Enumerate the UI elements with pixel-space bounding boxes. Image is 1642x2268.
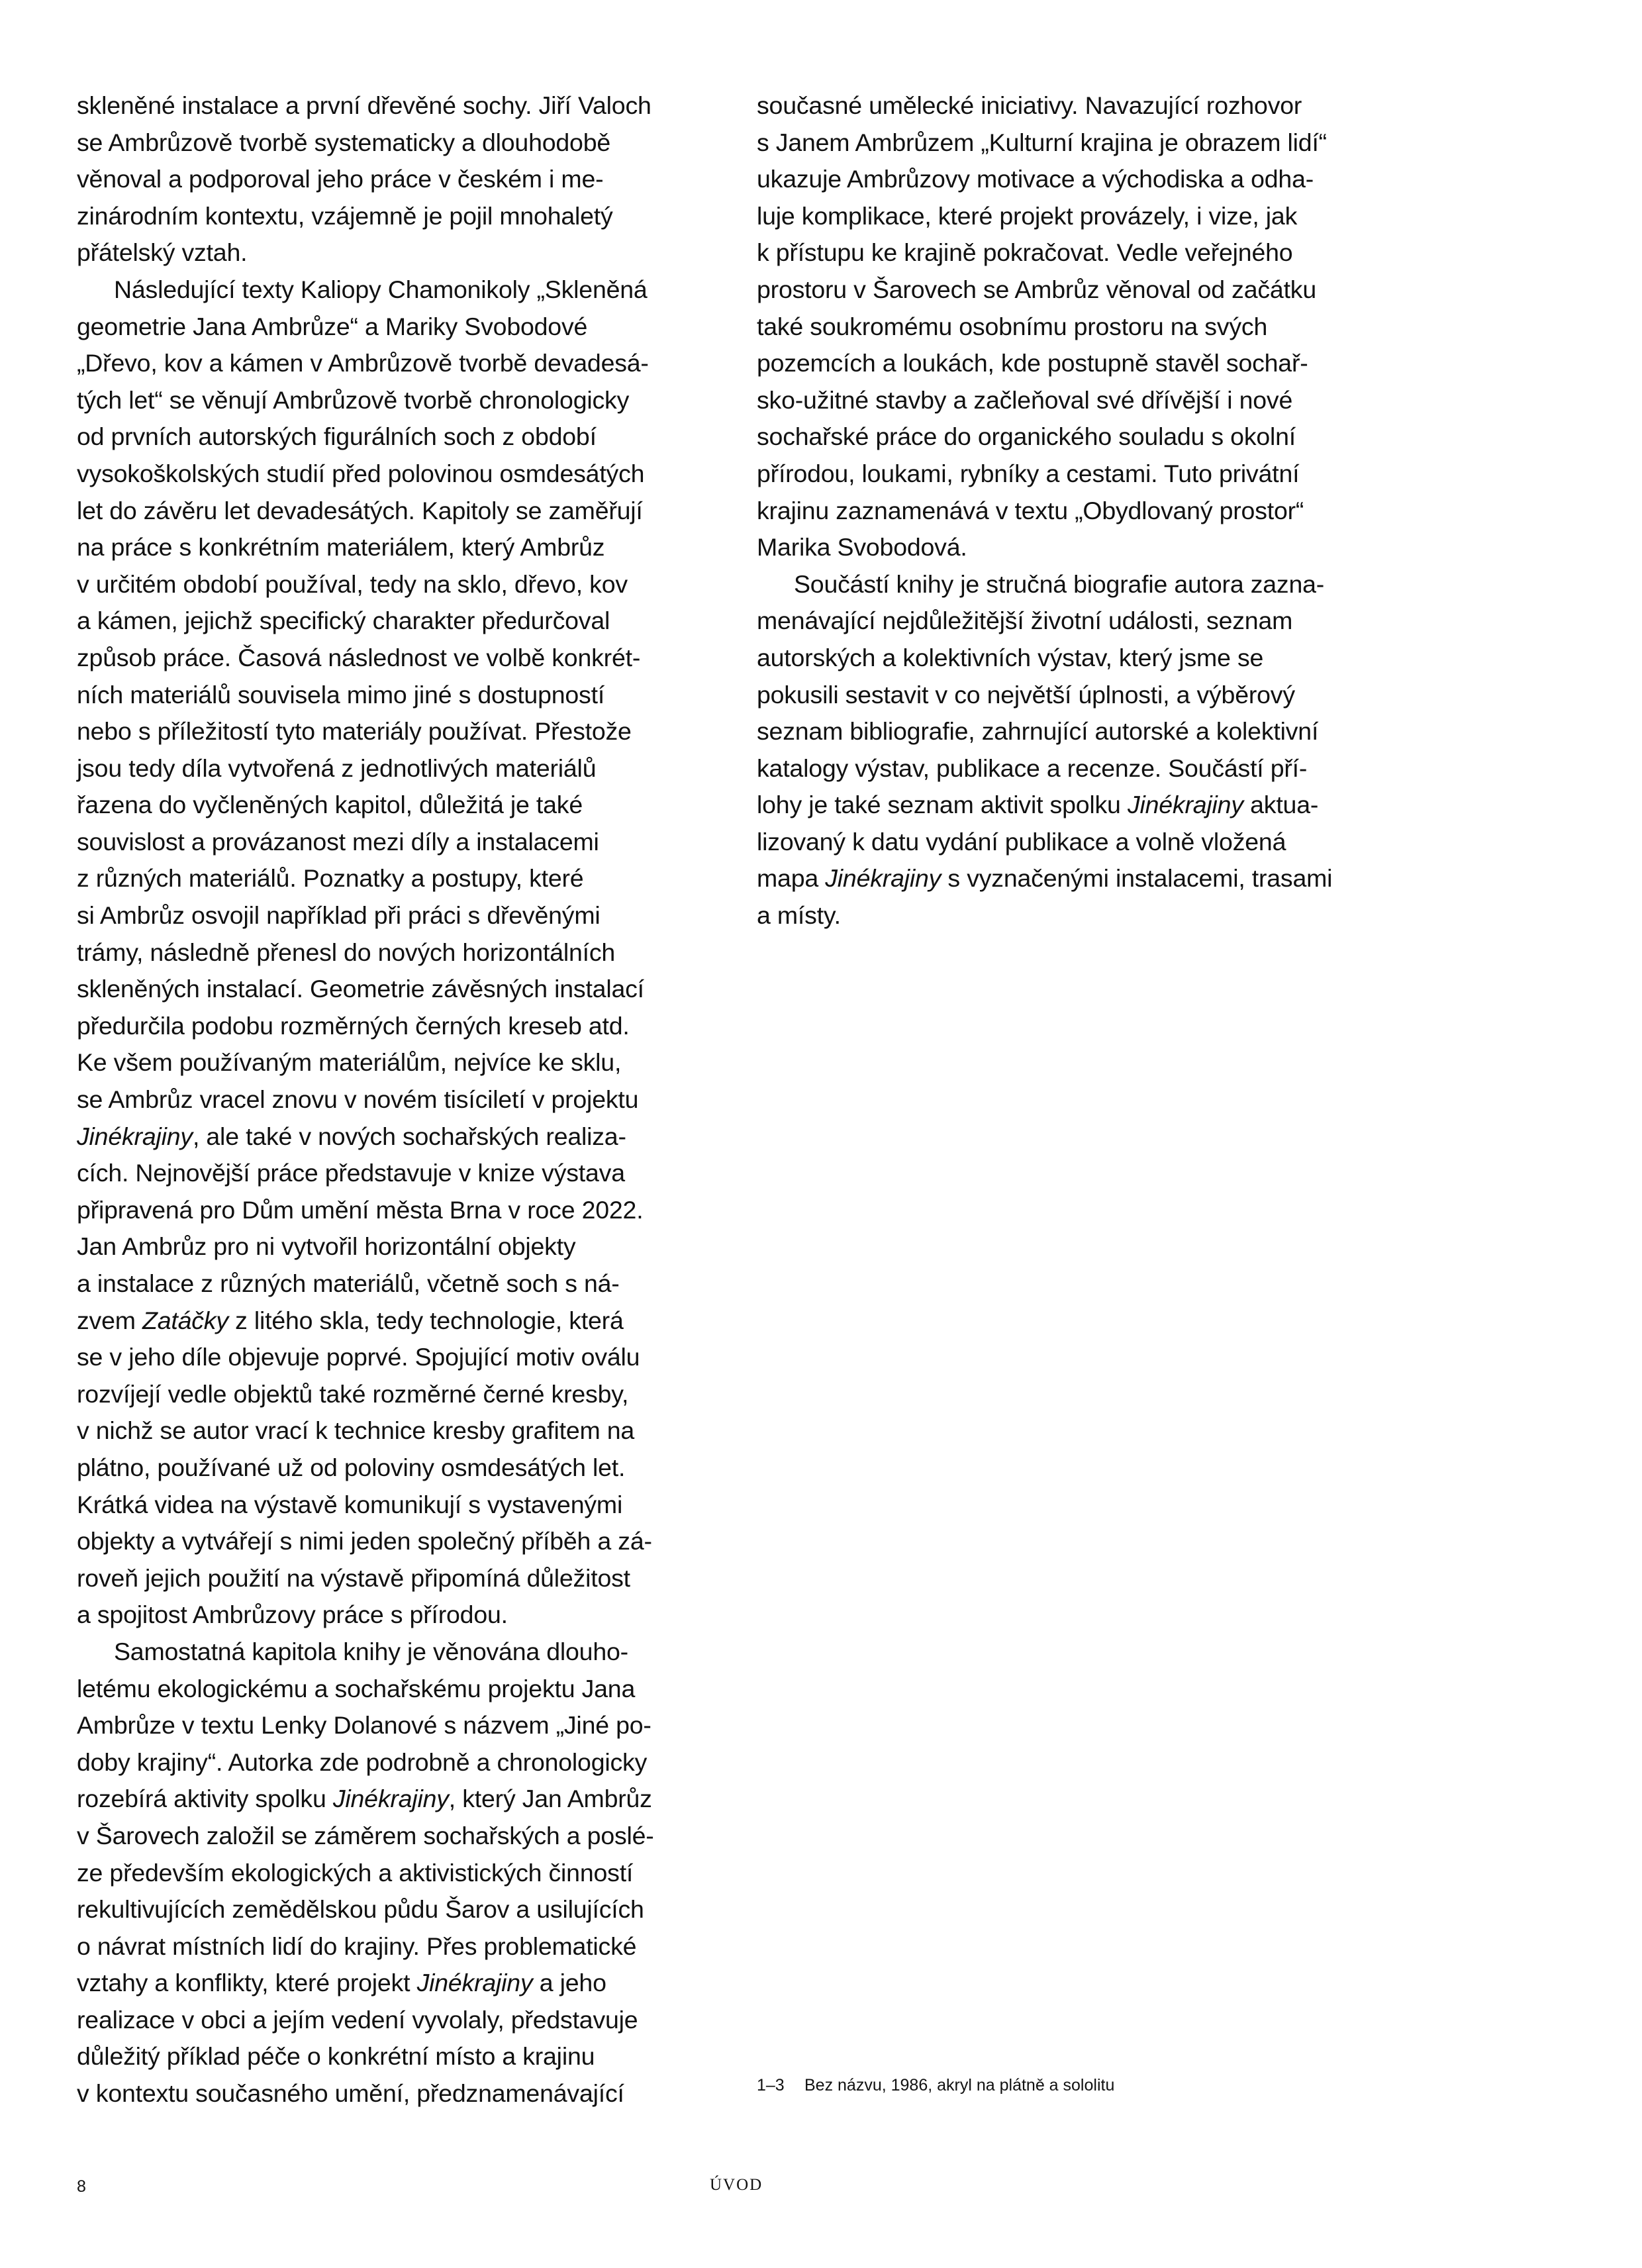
text-line: přátelský vztah. — [77, 238, 248, 267]
text-line: a instalace z různých materiálů, včetně soch s ná- — [77, 1269, 620, 1297]
text-line: připravená pro Dům umění města Brna v roce 2022. — [77, 1195, 644, 1224]
text-line: v určitém období používal, tedy na sklo, dřevo, kov — [77, 569, 628, 598]
text-line: katalogy výstav, publikace a recenze. Součástí pří- — [757, 754, 1308, 782]
text-line: mapa Jinékrajiny s vyznačenými instalacemi, trasami — [757, 864, 1333, 893]
text-line: seznam bibliografie, zahrnující autorské a kolektivní — [757, 717, 1319, 746]
text-line: Krátká videa na výstavě komunikují s vystavenými — [77, 1490, 623, 1518]
text-line: se Ambrůzově tvorbě systematicky a dlouhodobě — [77, 128, 611, 156]
text-line: rekultivujících zemědělskou půdu Šarov a usilujících — [77, 1895, 644, 1924]
text-line: o návrat místních lidí do krajiny. Přes problematické — [77, 1932, 637, 1960]
text-line: zvem Zatáčky z litého skla, tedy technologie, která — [77, 1306, 624, 1334]
text-line: s Janem Ambrůzem „Kulturní krajina je obrazem lidí“ — [757, 128, 1327, 156]
text-line: letému ekologickému a sochařskému projektu Jana — [77, 1674, 636, 1702]
italic-title: Jinékrajiny — [1127, 791, 1243, 819]
text-line: zinárodním kontextu, vzájemně je pojil mnohaletý — [77, 201, 613, 230]
text-line: současné umělecké iniciativy. Navazující rozhovor — [757, 91, 1302, 119]
text-line: trámy, následně přenesl do nových horizontálních — [77, 938, 616, 966]
text-line: objekty a vytvářejí s nimi jeden společný příběh a zá- — [77, 1527, 652, 1555]
text-line: Následující texty Kaliopy Chamonikoly „Skleněná — [114, 275, 648, 303]
text-line: a spojitost Ambrůzovy práce s přírodou. — [77, 1601, 508, 1629]
text-line: Jan Ambrůz pro ni vytvořil horizontální objekty — [77, 1232, 576, 1261]
text-line: k přístupu ke krajině pokračovat. Vedle veřejného — [757, 238, 1293, 267]
body-text-right-column — [757, 87, 1412, 934]
text-line: Marika Svobodová. — [757, 533, 967, 562]
text-line: ních materiálů souvisela mimo jiné s dostupností — [77, 680, 605, 709]
text-line: let do závěru let devadesátých. Kapitoly se zaměřují — [77, 496, 643, 524]
italic-title: Jinékrajiny — [825, 864, 942, 893]
text-line: v kontextu současného umění, předznamenávající — [77, 2079, 624, 2108]
text-line: skleněné instalace a první dřevěné sochy. Jiří Valoch — [77, 91, 652, 119]
text-line: souvislost a provázanost mezi díly a instalacemi — [77, 827, 599, 856]
text-line: vztahy a konflikty, které projekt Jinékrajiny a jeho — [77, 1969, 606, 1997]
text-line: pozemcích a loukách, kde postupně stavěl sochař- — [757, 349, 1308, 377]
text-line: plátno, používané už od poloviny osmdesátých let. — [77, 1453, 626, 1481]
text-line: skleněných instalací. Geometrie závěsných instalací — [77, 975, 644, 1003]
text-line: od prvních autorských figurálních soch z období — [77, 422, 597, 451]
italic-title: Jinékrajiny — [332, 1785, 449, 1813]
figure-caption-number: 1–3 — [757, 2076, 785, 2095]
text-line: krajinu zaznamenává v textu „Obydlovaný prostor“ — [757, 496, 1304, 524]
text-line: Ke všem používaným materiálům, nejvíce ke sklu, — [77, 1048, 622, 1077]
text-line: cích. Nejnovější práce představuje v knize výstava — [77, 1159, 625, 1187]
text-line: nebo s příležitostí tyto materiály používat. Přestože — [77, 717, 632, 746]
text-line: a místy. — [757, 901, 841, 930]
text-line: „Dřevo, kov a kámen v Ambrůzově tvorbě devadesá- — [77, 349, 649, 377]
text-line: také soukromému osobnímu prostoru na svých — [757, 312, 1268, 340]
text-line: tých let“ se věnují Ambrůzově tvorbě chronologicky — [77, 385, 630, 414]
text-line: pokusili sestavit v co největší úplnosti, a výběrový — [757, 680, 1295, 709]
body-text-left-column — [77, 87, 732, 2112]
italic-title: Jinékrajiny — [77, 1122, 193, 1150]
text-line: vysokoškolských studií před polovinou osmdesátých — [77, 459, 645, 487]
text-line: způsob práce. Časová následnost ve volbě konkrét- — [77, 643, 641, 671]
text-line: luje komplikace, které projekt provázely, i vize, jak — [757, 201, 1298, 230]
text-line: geometrie Jana Ambrůze“ a Mariky Svobodové — [77, 312, 588, 340]
text-line: rozvíjejí vedle objektů také rozměrné černé kresby, — [77, 1379, 629, 1408]
running-head: ÚVOD — [710, 2176, 763, 2194]
text-line: lizovaný k datu vydání publikace a volně vložená — [757, 827, 1286, 856]
text-line: prostoru v Šarovech se Ambrůz věnoval od začátku — [757, 275, 1317, 303]
text-line: lohy je také seznam aktivit spolku Jinékrajiny aktua- — [757, 791, 1319, 819]
text-line: jsou tedy díla vytvořená z jednotlivých materiálů — [77, 754, 597, 782]
text-line: Ambrůze v textu Lenky Dolanové s názvem „Jiné po- — [77, 1711, 652, 1740]
text-line: Jinékrajiny, ale také v nových sochařských realiza- — [77, 1122, 626, 1150]
italic-title: Zatáčky — [142, 1306, 228, 1334]
text-line: sko-užitné stavby a začleňoval své dřívější i nové — [757, 385, 1293, 414]
page-number: 8 — [77, 2177, 86, 2196]
text-line: roveň jejich použití na výstavě připomíná důležitost — [77, 1563, 630, 1592]
text-line: Samostatná kapitola knihy je věnována dlouho- — [114, 1637, 628, 1665]
text-line: realizace v obci a jejím vedení vyvolaly, představuje — [77, 2005, 638, 2034]
text-line: autorských a kolektivních výstav, který jsme se — [757, 643, 1264, 671]
text-line: Součástí knihy je stručná biografie autora zazna- — [794, 569, 1325, 598]
text-line: věnoval a podporoval jeho práce v českém i me- — [77, 165, 604, 193]
text-line: v nichž se autor vrací k technice kresby grafitem na — [77, 1416, 635, 1445]
figure-caption — [757, 2075, 1114, 2096]
figure-caption-text: Bez názvu, 1986, akryl na plátně a sololitu — [804, 2076, 1115, 2095]
text-line: doby krajiny“. Autorka zde podrobně a chronologicky — [77, 1748, 648, 1776]
text-line: se v jeho díle objevuje poprvé. Spojující motiv oválu — [77, 1343, 640, 1371]
text-line: ukazuje Ambrůzovy motivace a východiska a odha- — [757, 165, 1314, 193]
text-line: ze především ekologických a aktivistických činností — [77, 1858, 634, 1887]
text-line: menávající nejdůležitější životní události, seznam — [757, 607, 1293, 635]
text-line: z různých materiálů. Poznatky a postupy, které — [77, 864, 584, 893]
text-line: řazena do vyčleněných kapitol, důležitá je také — [77, 791, 583, 819]
text-line: předurčila podobu rozměrných černých kreseb atd. — [77, 1011, 630, 1040]
text-line: v Šarovech založil se záměrem sochařských a poslé- — [77, 1821, 654, 1849]
text-line: důležitý příklad péče o konkrétní místo a krajinu — [77, 2042, 595, 2071]
text-line: na práce s konkrétním materiálem, který Ambrůz — [77, 533, 605, 562]
text-line: a kámen, jejichž specifický charakter předurčoval — [77, 607, 610, 635]
text-line: rozebírá aktivity spolku Jinékrajiny, který Jan Ambrůz — [77, 1785, 652, 1813]
text-line: si Ambrůz osvojil například při práci s dřevěnými — [77, 901, 601, 930]
text-line: sochařské práce do organického souladu s okolní — [757, 422, 1296, 451]
text-line: se Ambrůz vracel znovu v novém tisíciletí v projektu — [77, 1085, 639, 1114]
italic-title: Jinékrajiny — [416, 1969, 533, 1997]
text-line: přírodou, loukami, rybníky a cestami. Tuto privátní — [757, 459, 1300, 487]
